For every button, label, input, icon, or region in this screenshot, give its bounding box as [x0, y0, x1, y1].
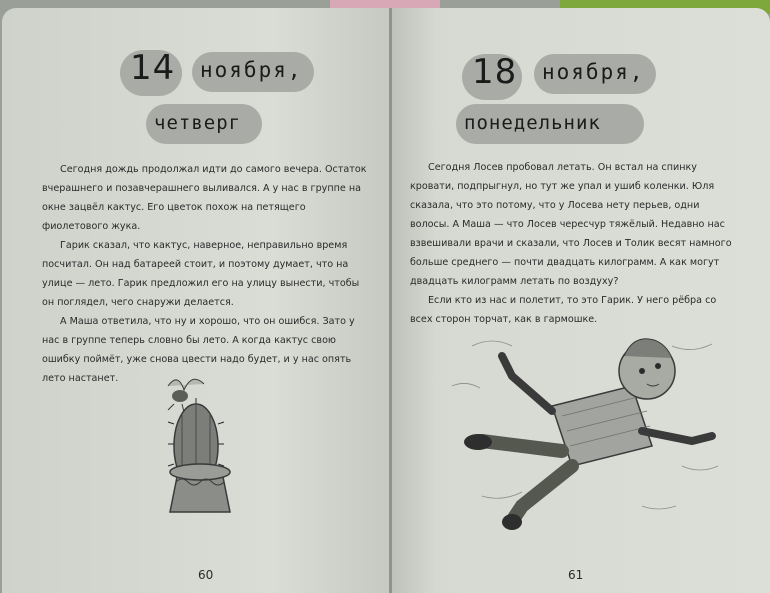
day-number: 14	[130, 48, 176, 88]
weekday-label: четверг	[154, 112, 242, 134]
month-label: ноября,	[542, 60, 645, 84]
paragraph: Сегодня дождь продолжал идти до самого вечера. Остаток вчерашнего и позавчерашнего выливался. А у нас в группе на окне зацвёл кактус. Его цветок похож на петящего фиолетового жука.	[42, 164, 367, 232]
paragraph: Если кто из нас и полетит, то это Гарик. У него рёбра со всех сторон торчат, как в гармошке.	[410, 295, 717, 325]
paragraph: Сегодня Лосев пробовал летать. Он встал на спинку кровати, подпрыгнул, но тут же упал и ушиб коленки. Юля сказала, что это потому, что у Лосева нету перьев, одни волосы. А Маша — что Лосев чересчур тяжёлый. Недавно нас взвешивали врачи и сказали, что Лосев и Толик весят намного больше среднего — почти двадцать килограмм. А как могут двадцать килограмм летать по воздуху?	[410, 162, 732, 287]
weekday-label: понедельник	[464, 112, 601, 134]
page-number: 60	[198, 568, 214, 582]
body-text	[410, 158, 740, 329]
paragraph: Гарик сказал, что кактус, наверное, неправильно время посчитал. Он над батареей стоит, и поэтому думает, что на улице — лето. Гарик предложил его на улицу вынести, чтобы он поглядел, чего снаружи делается.	[42, 240, 360, 308]
month-label: ноября,	[200, 58, 303, 82]
cactus-with-bug-illustration	[152, 364, 262, 514]
day-number: 18	[472, 52, 518, 92]
left-page	[2, 8, 390, 593]
boy-lying-on-floor-illustration	[442, 316, 742, 536]
right-page	[392, 8, 770, 593]
paragraph: А Маша ответила, что ну и хорошо, что он ошибся. Зато у нас в группе теперь словно бы лето. А когда кактус свою ошибку поймёт, уже снова цвести надо будет, и у нас опять лето настанет.	[42, 316, 355, 384]
page-number: 61	[568, 568, 584, 582]
body-text	[42, 160, 372, 388]
